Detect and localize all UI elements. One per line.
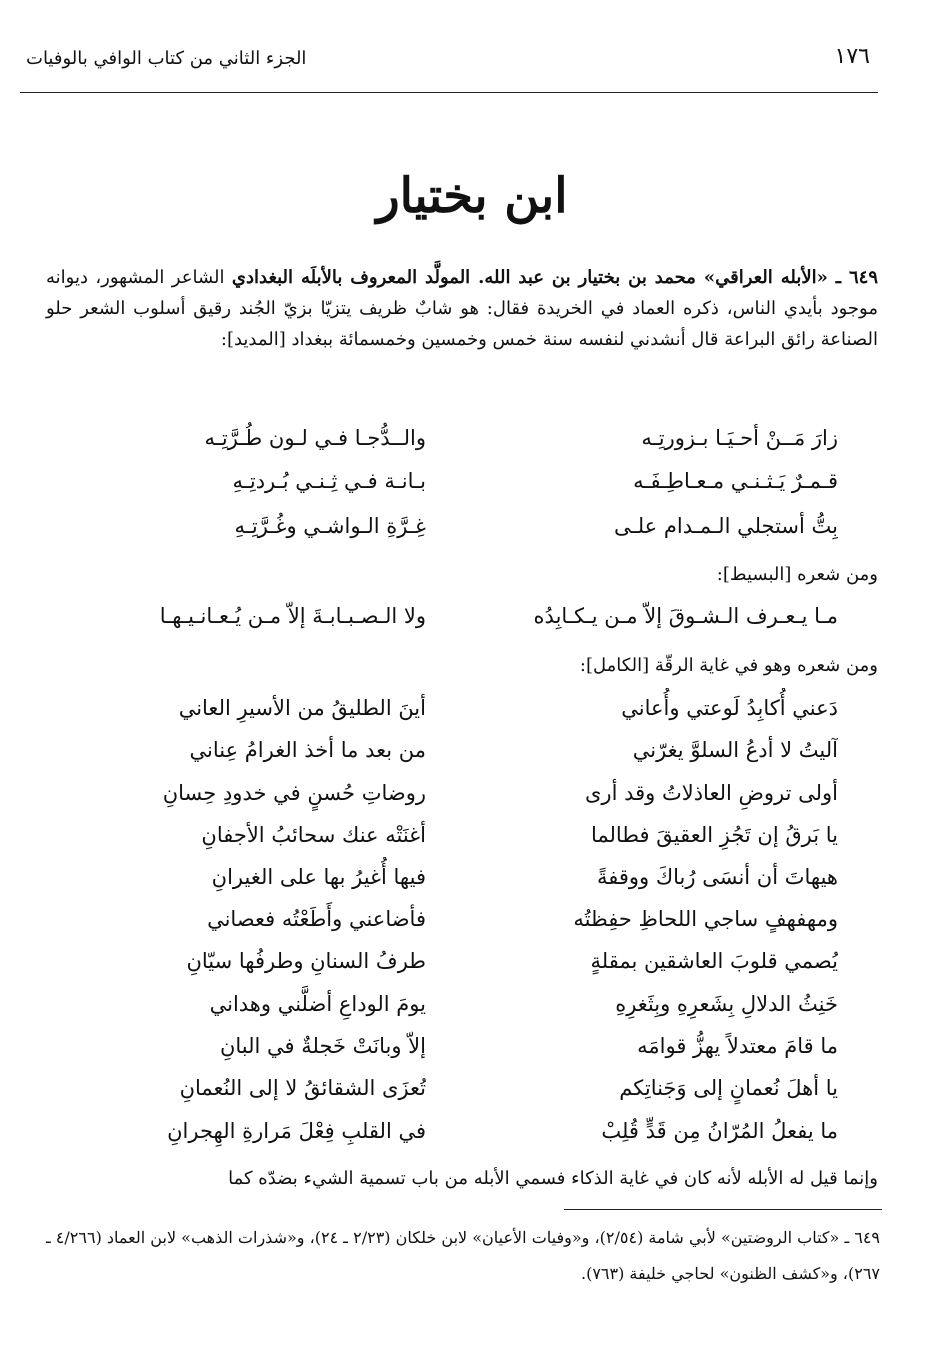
verse-line [58,899,858,939]
verse-second-hemistich: غِـرَّةِ الـواشـي وغُـرَّتِـهِ [234,514,426,538]
verse-first-hemistich: قـمـرٌ يَـثـنـي مـعـاطِـفَـه [633,469,838,493]
verse-line [58,688,858,728]
verse-first-hemistich: آليتُ لا أدعُ السلوَّ يغرّني [632,738,838,762]
verse-first-hemistich: دَعني أُكابِدُ لَوعتي وأُعاني [621,696,838,720]
verse-second-hemistich: يومَ الوداعِ أضلَّني وهداني [209,992,426,1016]
verse-line [58,857,858,897]
verse-line [58,461,858,501]
verse-line [58,815,858,855]
verse-first-hemistich: زارَ مَــنْ أحـيَـا بـزورتِـه [641,426,838,450]
verse-first-hemistich: ومهفهفٍ ساجي اللحاظِ حفِظتُه [573,907,838,931]
verse-first-hemistich: يا بَرقُ إن تَجُزِ العقيقَ فطالما [590,823,838,847]
verse-first-hemistich: هيهاتَ أن أنسَى رُباكَ ووقفةً [596,865,838,889]
running-title: الجزء الثاني من كتاب الوافي بالوفيات [26,48,307,69]
closing-paragraph: وإنما قيل له الأبله لأنه كان في غاية الذكاء فسمي الأبله من باب تسمية الشيء بضدّه كما [228,1168,878,1189]
chapter-title: ابن بختيار [376,168,568,224]
footnote: ٦٤٩ ـ «كتاب الروضتين» لأبي شامة (٢/٥٤)، و«وفيات الأعيان» لابن خلكان (٢/٢٣ ـ ٢٤)، و«شذرات الذهب» لابن العماد (٤/٢٦٦ ـ ٢٦٧)، و«كشف الظنون» لحاجي خليفة (٧٦٣). [46,1228,881,1283]
meter-label: ومن شعره [البسيط]: [716,564,878,585]
entry-intro [46,262,878,355]
verse-second-hemistich: تُعزَى الشقائقُ لا إلى النُعمانِ [179,1076,426,1100]
verse-second-hemistich: أينَ الطليقُ من الأسيرِ العاني [178,696,426,720]
verse-line [58,730,858,770]
meter-label: ومن شعره وهو في غاية الرقّة [الكامل]: [579,655,878,676]
verse-line [58,1111,858,1151]
page-header [20,40,878,93]
verse-first-hemistich: ما قامَ معتدلاً يهزُّ قوامَه [637,1034,838,1058]
page-number: ١٧٦ [834,44,870,69]
verse-second-hemistich: روضاتِ حُسنٍ في خدودِ حِسانِ [162,781,426,805]
verse-line [58,506,858,546]
verse-first-hemistich: يُصمي قلوبَ العاشقين بمقلةٍ [590,949,838,973]
verse-second-hemistich: فيها أُغيرُ بها على الغيرانِ [211,865,426,889]
entry-intro-text: الشاعر المشهور، ديوانه موجود بأيدي الناس، ذكره العماد في الخريدة فقال: هو شابٌ ظريف يتزيّا بزيّ الجُند رقيق أسلوب الشعر حلو الصناعة رائق البراعة قال أنشدني لنفسه سنة خمس وخمسين وخمسمائة ببغداد [المديد]: [46,267,878,350]
verse-second-hemistich: طرفُ السنانِ وطرفُها سيّانِ [186,949,426,973]
verse-first-hemistich: مـا يـعـرف الـشـوقَ إلاّ مـن يـكـابِدُه [533,604,838,628]
verse-second-hemistich: أغنَتْه عنك سحائبُ الأجفانِ [201,823,426,847]
verse-second-hemistich: فأضاعني وأَطَعْتُه فعصاني [207,907,426,931]
verse-first-hemistich: خَنِثُ الدلالِ بِشَعرِهِ وبِثَغرِهِ [615,992,838,1016]
footnote-divider [564,1209,882,1210]
verse-line [58,941,858,981]
verse-first-hemistich: يا أهلَ نُعمانٍ إلى وَجَناتِكم [619,1076,838,1100]
verse-line [58,773,858,813]
verse-line [58,1026,858,1066]
verse-second-hemistich: إلاّ وبانَتْ خَجلةٌ في البانِ [219,1034,426,1058]
verse-second-hemistich: من بعد ما أخذ الغرامُ عِناني [189,738,426,762]
verse-line [58,596,858,636]
verse-second-hemistich: ولا الـصـبـابـةَ إلاّ مـن يُـعـانـيـهـا [159,604,426,628]
verse-second-hemistich: بـانـة فـي ثِـنـي بُـردتِـهِ [232,469,426,493]
entry-heading: ٦٤٩ ـ «الأبله العراقي» محمد بن بختيار بن عبد الله. المولَّد المعروف بالأبلَه البغدادي [231,267,878,288]
verse-first-hemistich: ما يفعلُ المُرّانُ مِن قَدٍّ قُلِبْ [601,1119,838,1143]
verse-first-hemistich: بِتُّ أستجلي الـمـدام علـى [614,514,838,538]
verse-second-hemistich: في القلبِ فِعْلَ مَرارةِ الهِجرانِ [167,1119,426,1143]
verse-line [58,418,858,458]
verse-first-hemistich: أولى تروضِ العاذلاتُ وقد أرى [584,781,838,805]
verse-line [58,1068,858,1108]
verse-second-hemistich: والــدُّجـا فـي لـون طُـرَّتِـه [204,426,426,450]
verse-line [58,984,858,1024]
